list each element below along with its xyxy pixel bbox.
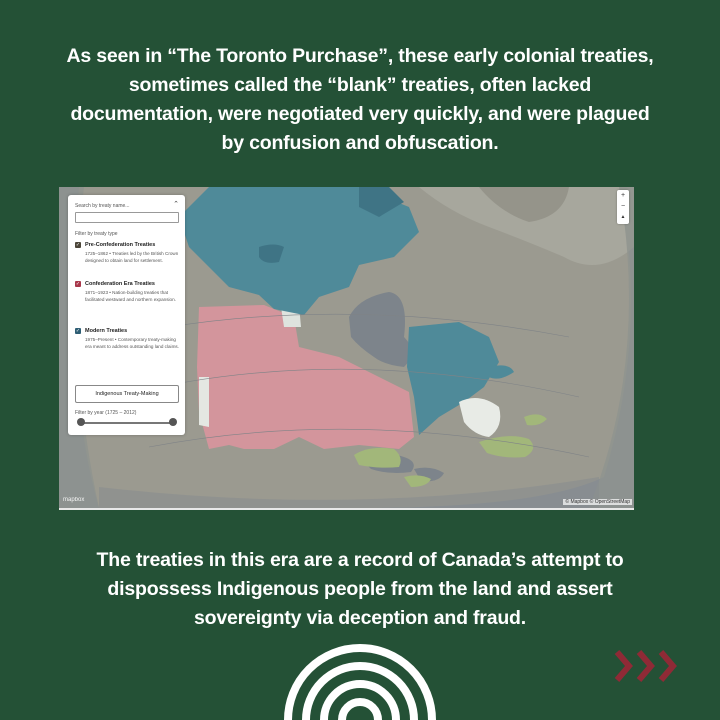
filter-type-label: Filter by treaty type [75,231,118,237]
concentric-arcs-logo [280,640,440,720]
checkbox-modern[interactable]: ✓ [75,328,81,334]
treaty-filter-panel [68,195,185,435]
treaty-title: Pre-Confederation Treaties [85,242,156,248]
footer-text: The treaties in this era are a record of Canada’s attempt to dispossess Indigenous people from the land and assert sovereignty via deception and fraud. [96,549,624,629]
zoom-in-button[interactable]: + [620,192,626,199]
treaty-description: 1975–Present • Contemporary treaty-making era meant to address outstanding land claims. [85,337,179,349]
year-slider-track[interactable] [81,422,173,424]
year-slider-start-handle[interactable] [77,418,85,426]
indigenous-treaty-making-button[interactable]: Indigenous Treaty-Making [75,385,179,403]
checkbox-pre-confederation[interactable]: ✓ [75,242,81,248]
treaty-title: Modern Treaties [85,328,128,334]
map-attribution[interactable]: © Mapbox © OpenStreetMap [565,499,630,505]
treaty-description: 1725–1862 • Treaties led by the British Crown designed to obtain land for settlement. [85,251,179,263]
year-slider-end-handle[interactable] [169,418,177,426]
treaty-title: Confederation Era Treaties [85,281,155,287]
treaty-map-screenshot [59,187,634,510]
treaty-search-input[interactable] [75,212,179,223]
mapbox-logo[interactable]: mapbox [63,497,85,503]
checkbox-confederation[interactable]: ✓ [75,281,81,287]
zoom-out-button[interactable]: − [620,203,626,210]
search-label: Search by treaty name... [75,203,130,209]
treaty-description: 1871–1923 • Nation-building treaties that facilitated westward and northern expansion. [85,290,176,302]
compass-button[interactable]: ▲ [620,214,626,220]
zoom-control [617,190,629,224]
year-filter-label: Filter by year (1725 – 2012) [75,410,137,416]
next-chevrons-icon[interactable] [613,648,683,684]
collapse-icon[interactable]: ⌃ [173,201,179,208]
headline-text: As seen in “The Toronto Purchase”, these early colonial treaties, sometimes called the “blank” treaties, often lacked documentation, were negotiated very quickly, and were plagued by confusion and obfuscation. [66,45,654,154]
